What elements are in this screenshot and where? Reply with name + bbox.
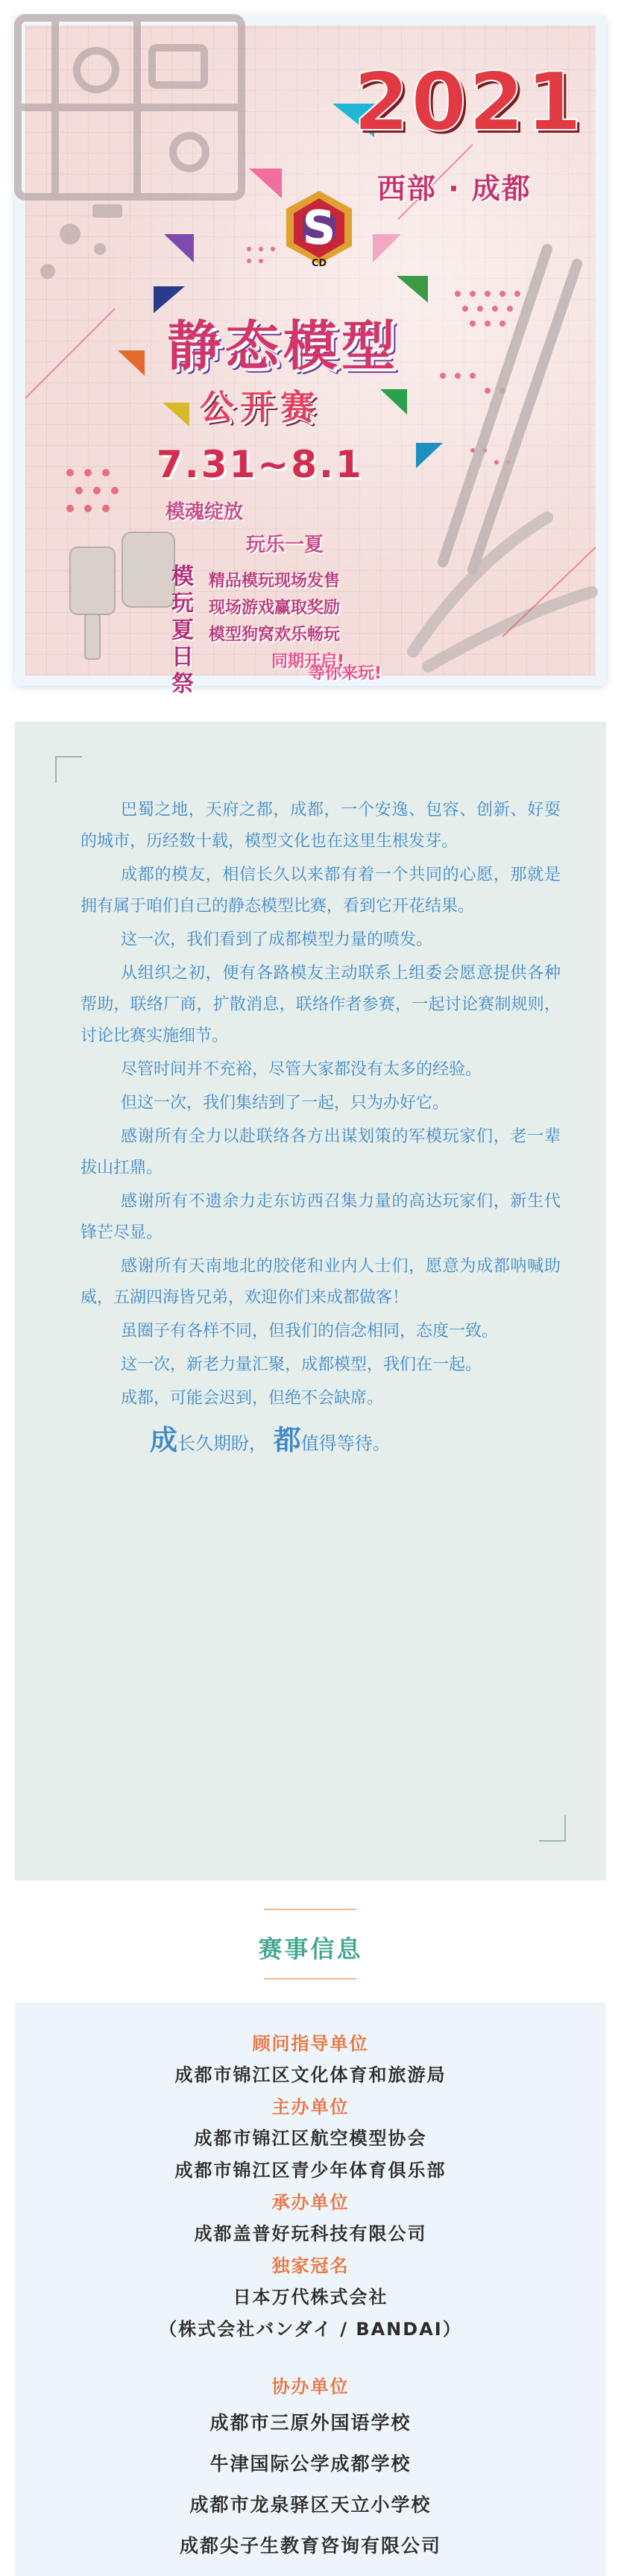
org-name: 成都市龙泉驿区天立小学校 — [189, 2494, 432, 2516]
role-label-organizer: 承办单位 — [271, 2192, 350, 2213]
triangle-purple — [164, 234, 194, 262]
poster-feature: 现场游戏赢取奖励 — [209, 599, 341, 617]
org-name-alt: （株式会社バンダイ / BANDAI） — [159, 2319, 462, 2340]
intro-paragraph: 从组织之初，便有各路模友主动联系上组委会愿意提供各种帮助，联络厂商，扩散消息，联络作者参赛，一起讨论赛制规则，讨论比赛实施细节。 — [81, 964, 561, 1045]
closing-char-1: 成 — [150, 1424, 177, 1456]
poster-region: 西部 · 成都 — [377, 172, 532, 205]
intro-closing — [81, 1422, 561, 1462]
org-name: 成都市锦江区航空模型协会 — [194, 2128, 427, 2149]
triangle-orange — [118, 350, 145, 376]
triangle-blue — [416, 443, 443, 468]
corner-bracket-top-left — [55, 756, 82, 783]
poster-feature: 精品模玩现场发售 — [209, 572, 341, 591]
closing-text-2: 值得等待。 — [300, 1433, 391, 1454]
triangle-pink — [249, 169, 282, 198]
intro-paragraph: 虽圈子有各样不同，但我们的信念相同，态度一致。 — [121, 1322, 499, 1341]
section-divider-bottom — [264, 1978, 356, 1980]
poster-cta-2: 等你来玩! — [309, 664, 382, 683]
org-name: 日本万代株式会社 — [233, 2287, 388, 2308]
organizer-list — [15, 2028, 606, 2566]
poster-subtitle: 公开赛 — [200, 387, 321, 427]
corner-bracket-bottom-right — [539, 1815, 566, 1842]
model-parts — [70, 532, 174, 659]
poster-title: 静态模型 — [167, 315, 400, 377]
section-divider-top — [264, 1909, 356, 1910]
intro-paragraph: 成都的模友，相信长久以来都有着一个共同的心愿，那就是拥有属于咱们自己的静态模型比赛，看到它开花结果。 — [81, 866, 561, 916]
role-label-host: 主办单位 — [271, 2097, 350, 2117]
section-title: 赛事信息 — [258, 1935, 363, 1963]
poster-slogan-1: 模魂绽放 — [166, 501, 244, 523]
intro-card — [15, 722, 606, 1880]
intro-paragraph: 这一次，新老力量汇聚，成都模型，我们在一起。 — [121, 1355, 482, 1374]
org-name: 成都盖普好玩科技有限公司 — [194, 2223, 427, 2244]
intro-paragraph: 这一次，我们看到了成都模型力量的喷发。 — [121, 930, 433, 949]
poster-feature: 模型狗窝欢乐畅玩 — [209, 626, 341, 644]
intro-paragraph: 感谢所有不遗余力走东访西召集力量的高达玩家们，新生代锋芒尽显。 — [81, 1192, 561, 1242]
org-name: 牛津国际公学成都学校 — [209, 2453, 412, 2475]
poster-dates: 7.31~8.1 — [157, 443, 364, 486]
intro-paragraph: 感谢所有全力以赴联络各方出谋划策的军模玩家们，老一辈拔山扛鼎。 — [81, 1127, 561, 1177]
intro-text — [81, 795, 561, 1462]
poster-cta-1: 同期开启! — [271, 652, 345, 671]
tweezers-icon — [443, 249, 577, 570]
role-label-co-organizer: 协办单位 — [271, 2376, 350, 2397]
role-label-title-sponsor: 独家冠名 — [271, 2255, 350, 2276]
triangle-yellow — [163, 403, 189, 426]
intro-paragraph: 感谢所有天南地北的胶佬和业内人士们，愿意为成都呐喊助威，五湖四海皆兄弟，欢迎你们来成都做客！ — [81, 1257, 561, 1307]
triangle-green — [397, 276, 428, 303]
org-name: 成都市锦江区文化体育和旅游局 — [174, 2065, 447, 2085]
logo-letter: S — [302, 201, 336, 255]
poster-year: 2021 — [353, 56, 584, 149]
poster-frame — [15, 15, 606, 697]
event-info-card — [15, 2003, 606, 2576]
nipper-icon — [413, 517, 592, 667]
poster-vertical-title: 模玩夏日祭 — [171, 564, 194, 697]
org-name: 成都市锦江区青少年体育俱乐部 — [174, 2160, 447, 2181]
poster-slogan-2: 玩乐一夏 — [246, 534, 324, 556]
sprue-frame — [18, 18, 242, 197]
intro-paragraph: 但这一次，我们集结到了一起，只为办好它。 — [121, 1094, 450, 1112]
closing-char-2: 都 — [273, 1424, 301, 1456]
org-name: 成都尖子生教育咨询有限公司 — [179, 2535, 441, 2557]
role-label-advisory: 顾问指导单位 — [252, 2033, 369, 2054]
triangle-lightpink — [373, 234, 401, 262]
intro-paragraph: 成都，可能会迟到，但绝不会缺席。 — [121, 1389, 384, 1408]
org-name: 成都市三原外国语学校 — [209, 2412, 412, 2434]
logo-subtext: CD — [311, 258, 327, 269]
intro-paragraph: 巴蜀之地，天府之都，成都，一个安逸、包容、创新、好耍的城市，历经数十载，模型文化也在这里生根发芽。 — [81, 801, 561, 851]
intro-paragraph: 尽管时间并不充裕，尽管大家都没有太多的经验。 — [121, 1060, 482, 1079]
closing-text-1: 长久期盼， — [177, 1433, 267, 1454]
event-poster — [25, 25, 596, 697]
triangle-green-2 — [380, 389, 407, 415]
